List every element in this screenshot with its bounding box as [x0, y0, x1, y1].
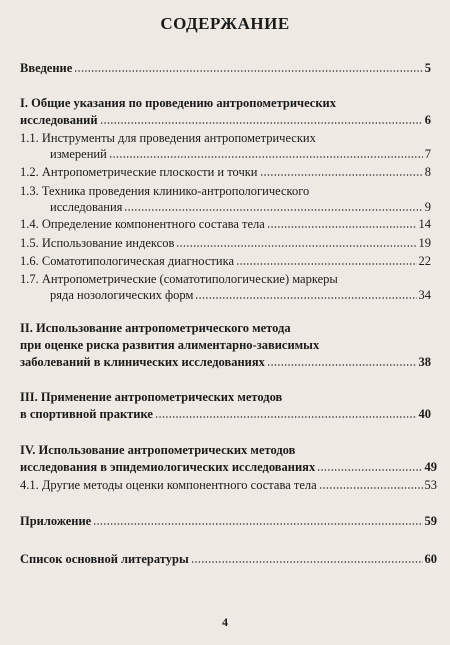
toc-entry-row [50, 146, 431, 162]
toc-entry-row [20, 235, 431, 251]
page-title: СОДЕРЖАНИЕ [160, 14, 290, 33]
toc-entry-section-4 [0, 442, 450, 476]
toc-entry-text: заболеваний в клинических исследованиях [20, 355, 265, 369]
toc-page-ref: 7 [424, 147, 431, 161]
toc-entry-text: 1.4. Определение компонентного состава тела [20, 217, 265, 231]
toc-page-ref: 14 [418, 217, 431, 231]
page-number: 4 [222, 615, 228, 629]
dot-leader [155, 415, 417, 419]
toc-entry-text: 1.5. Использование индексов [20, 236, 175, 250]
toc-entry-text: при оценке риска развития алиментарно-зависимых [20, 338, 320, 352]
toc-entry-text: исследования в эпидемиологических исследованиях [20, 460, 316, 474]
toc-entry-section-2 [0, 320, 450, 371]
dot-leader [124, 208, 422, 212]
toc-entry-row [20, 406, 431, 422]
toc-entry-text: III. Применение антропометрических методов [20, 390, 283, 404]
toc-entry-1-5 [0, 235, 450, 251]
dot-leader [236, 262, 417, 266]
toc-page-ref: 60 [424, 552, 437, 566]
toc-entry-section-3 [0, 389, 450, 423]
toc-entry-row [20, 459, 437, 475]
toc-entry-text: Список основной литературы [20, 552, 189, 566]
dot-leader [195, 296, 416, 300]
toc-entry-text: ряда нозологических форм [50, 288, 194, 302]
toc-entry-1-2 [0, 164, 450, 180]
toc-entry-1-4 [0, 216, 450, 232]
toc-page-ref: 38 [418, 355, 431, 369]
toc-page-ref: 53 [424, 478, 437, 492]
dot-leader [109, 155, 423, 159]
toc-entry-text: 1.7. Антропометрические (соматотипологические) маркеры [20, 272, 338, 286]
toc-entry-row [20, 60, 431, 76]
toc-entry-text: IV. Использование антропометрических методов [20, 443, 296, 457]
toc-entry-row [20, 477, 437, 493]
dot-leader [260, 173, 423, 177]
toc-entry-appendix [0, 513, 450, 529]
toc-entry-text: 1.3. Техника проведения клинико-антропологического [20, 184, 310, 198]
toc-page-ref: 22 [418, 254, 431, 268]
toc-entry-text: Введение [20, 61, 73, 75]
toc-entry-intro [0, 60, 450, 76]
toc-entry-1-3 [0, 183, 450, 215]
toc-entry-row [20, 513, 437, 529]
toc-page-ref: 8 [424, 165, 431, 179]
toc-entry-row [20, 354, 431, 370]
dot-leader [319, 486, 423, 490]
dot-leader [74, 69, 422, 73]
toc-page-ref: 34 [418, 288, 431, 302]
toc-page-ref: 40 [418, 407, 431, 421]
dot-leader [317, 468, 422, 472]
dot-leader [176, 244, 416, 248]
toc-entry-text: I. Общие указания по проведению антропометрических [20, 96, 336, 110]
dot-leader [267, 225, 417, 229]
toc-entry-text: в спортивной практике [20, 407, 153, 421]
toc-page-ref: 5 [424, 61, 431, 75]
toc-entry-text: измерений [50, 147, 107, 161]
toc-entry-1-1 [0, 130, 450, 162]
toc-entry-1-6 [0, 253, 450, 269]
toc-entry-row [20, 112, 431, 128]
dot-leader [267, 363, 417, 367]
dot-leader [100, 121, 423, 125]
toc-entry-row [20, 216, 431, 232]
dot-leader [191, 560, 423, 564]
toc-entry-text: 4.1. Другие методы оценки компонентного состава тела [20, 478, 317, 492]
toc-entry-section-1 [0, 95, 450, 129]
toc-page-ref: 49 [424, 460, 437, 474]
toc-entry-4-1 [0, 477, 450, 493]
toc-entry-row [20, 551, 437, 567]
toc-entry-row [20, 164, 431, 180]
toc-entry-text: исследований [20, 113, 98, 127]
toc-entry-text: Приложение [20, 514, 92, 528]
toc-entry-text: 1.1. Инструменты для проведения антропометрических [20, 131, 316, 145]
toc-page-ref: 6 [424, 113, 431, 127]
toc-entry-row [50, 287, 431, 303]
toc-page-ref: 59 [424, 514, 437, 528]
toc-page-ref: 9 [424, 200, 431, 214]
toc-entry-references [0, 551, 450, 567]
toc-entry-text: исследования [50, 200, 123, 214]
toc-entry-1-7 [0, 271, 450, 303]
toc-entry-row [50, 199, 431, 215]
toc-entry-text: 1.6. Соматотипологическая диагностика [20, 254, 234, 268]
toc-entry-text: II. Использование антропометрического метода [20, 321, 291, 335]
toc-entry-text: 1.2. Антропометрические плоскости и точки [20, 165, 258, 179]
dot-leader [93, 522, 422, 526]
toc-entry-row [20, 253, 431, 269]
toc-page-ref: 19 [418, 236, 431, 250]
